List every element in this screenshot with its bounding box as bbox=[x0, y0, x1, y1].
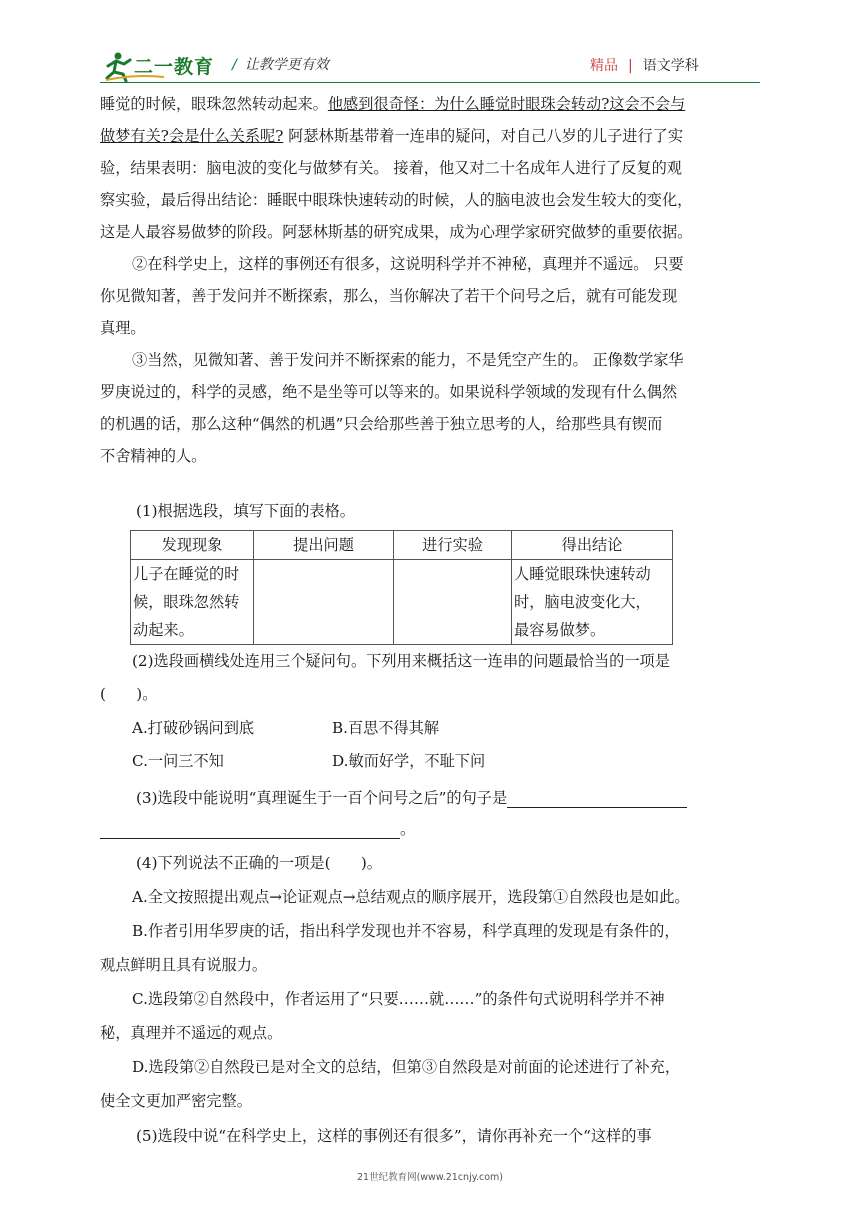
cell-line: 时，脑电波变化大， bbox=[514, 593, 651, 611]
paragraph-3-line: ③当然，见微知著、善于发问并不断探索的能力，不是凭空产生的。 正像数学家华 bbox=[132, 351, 684, 369]
question-3-text: (3)选段中能说明“真理诞生于一百个问号之后”的句子是 bbox=[136, 789, 508, 807]
text-span: 睡觉的时候，眼珠忽然转动起来。 bbox=[100, 95, 328, 113]
question-4-prompt: (4)下列说法不正确的一项是( )。 bbox=[136, 854, 382, 872]
paragraph-3-line: 不舍精神的人。 bbox=[100, 447, 207, 465]
table-cell-experiment-blank[interactable] bbox=[394, 560, 512, 645]
option-b[interactable]: B.百思不得其解 bbox=[332, 719, 440, 737]
text-span: 阿瑟林斯基带着一连串的疑问，对自己八岁的儿子进行了实 bbox=[283, 127, 684, 145]
table-cell-conclusion bbox=[512, 560, 673, 645]
underlined-question: 他感到很奇怪：为什么睡觉时眼珠会转动?这会不会与 bbox=[327, 95, 686, 113]
answer-table bbox=[130, 530, 673, 645]
paragraph-2-line: ②在科学史上，这样的事例还有很多，这说明科学并不神秘，真理并不遥远。 只要 bbox=[132, 255, 684, 273]
table-cell-phenomenon bbox=[131, 560, 254, 645]
question-4-option-b-cont: 观点鲜明且具有说服力。 bbox=[100, 956, 268, 974]
options-row bbox=[132, 750, 486, 771]
paragraph-2-line: 真理。 bbox=[100, 319, 146, 337]
badge-label: 精品 bbox=[590, 58, 618, 74]
cell-line: 动起来。 bbox=[133, 621, 194, 639]
passage-line bbox=[100, 120, 762, 152]
paragraph-2-line: 你见微知著，善于发问并不断探索，那么，当你解决了若干个问号之后，就有可能发现 bbox=[100, 287, 678, 305]
question-4-option-d-cont: 使全文更加严密完整。 bbox=[100, 1092, 252, 1110]
cell-line: 人睡觉眼珠快速转动 bbox=[514, 565, 651, 583]
header-subject: 精品 | 语文学科 bbox=[590, 58, 699, 74]
question-2-blank: ( )。 bbox=[100, 685, 158, 703]
table-cell-question-blank[interactable] bbox=[254, 560, 394, 645]
cell-line: 儿子在睡觉的时 bbox=[133, 565, 240, 583]
logo-text: 二一教育 bbox=[134, 56, 215, 78]
subject-label: 语文学科 bbox=[642, 58, 699, 74]
question-4-option-d[interactable]: D.选段第②自然段已是对全文的总结，但第③自然段是对前面的论述进行了补充， bbox=[132, 1058, 681, 1076]
question-2-line: (2)选段画横线处连用三个疑问句。下列用来概括这一连串的问题最恰当的一项是 bbox=[132, 652, 670, 670]
question-4-option-a[interactable]: A.全文按照提出观点→论证观点→总结观点的顺序展开，选段第①自然段也是如此。 bbox=[132, 888, 690, 906]
option-a[interactable]: A.打破砂锅问到底 bbox=[132, 719, 255, 737]
question-3-line-2 bbox=[100, 818, 415, 839]
page-footer: 21世纪教育网(www.21cnjy.com) bbox=[356, 1172, 503, 1183]
paragraph-3-line: 罗庚说过的，科学的灵感，绝不是坐等可以等来的。如果说科学领域的发现有什么偶然 bbox=[100, 383, 678, 401]
table-header: 提出问题 bbox=[254, 531, 394, 560]
passage-line: 察实验，最后得出结论：睡眠中眼珠快速转动的时候，人的脑电波也会发生较大的变化， bbox=[100, 191, 693, 209]
question-3-line bbox=[136, 787, 687, 808]
question-4-option-c[interactable]: C.选段第②自然段中，作者运用了“只要……就……”的条件句式说明科学并不神 bbox=[132, 990, 665, 1008]
cell-line: 候，眼珠忽然转 bbox=[133, 593, 240, 611]
question-1-prompt: (1)根据选段，填写下面的表格。 bbox=[136, 502, 355, 520]
question-4-option-b[interactable]: B.作者引用华罗庚的话，指出科学发现也并不容易，科学真理的发现是有条件的， bbox=[132, 922, 680, 940]
slogan-text: 让教学更有效 bbox=[244, 57, 329, 73]
passage-line bbox=[100, 88, 762, 120]
answer-blank[interactable] bbox=[100, 818, 400, 839]
option-c[interactable]: C.一问三不知 bbox=[132, 752, 224, 770]
passage-line: 这是人最容易做梦的阶段。阿瑟林斯基的研究成果，成为心理学家研究做梦的重要依据。 bbox=[100, 223, 693, 241]
table-header: 得出结论 bbox=[512, 531, 673, 560]
passage-line: 验，结果表明：脑电波的变化与做梦有关。 接着，他又对二十名成年人进行了反复的观 bbox=[100, 159, 682, 177]
option-d[interactable]: D.敏而好学，不耻下问 bbox=[332, 752, 486, 770]
cell-line: 最容易做梦。 bbox=[514, 621, 606, 639]
table-header: 发现现象 bbox=[131, 531, 254, 560]
question-5-line: (5)选段中说“在科学史上，这样的事例还有很多”，请你再补充一个“这样的事 bbox=[136, 1127, 652, 1145]
paragraph-3-line: 的机遇的话，那么这种“偶然的机遇”只会给那些善于独立思考的人，给那些具有锲而 bbox=[100, 415, 663, 433]
question-4-option-c-cont: 秘，真理并不遥远的观点。 bbox=[100, 1024, 283, 1042]
slogan: / 让教学更有效 bbox=[232, 57, 329, 73]
passage bbox=[100, 88, 762, 472]
underlined-question: 做梦有关?会是什么关系呢? bbox=[100, 127, 284, 145]
page-header bbox=[0, 0, 860, 86]
table-header: 进行实验 bbox=[394, 531, 512, 560]
answer-blank[interactable] bbox=[507, 787, 687, 808]
options-row bbox=[132, 717, 440, 738]
header-divider bbox=[100, 82, 760, 83]
period: 。 bbox=[400, 820, 416, 838]
